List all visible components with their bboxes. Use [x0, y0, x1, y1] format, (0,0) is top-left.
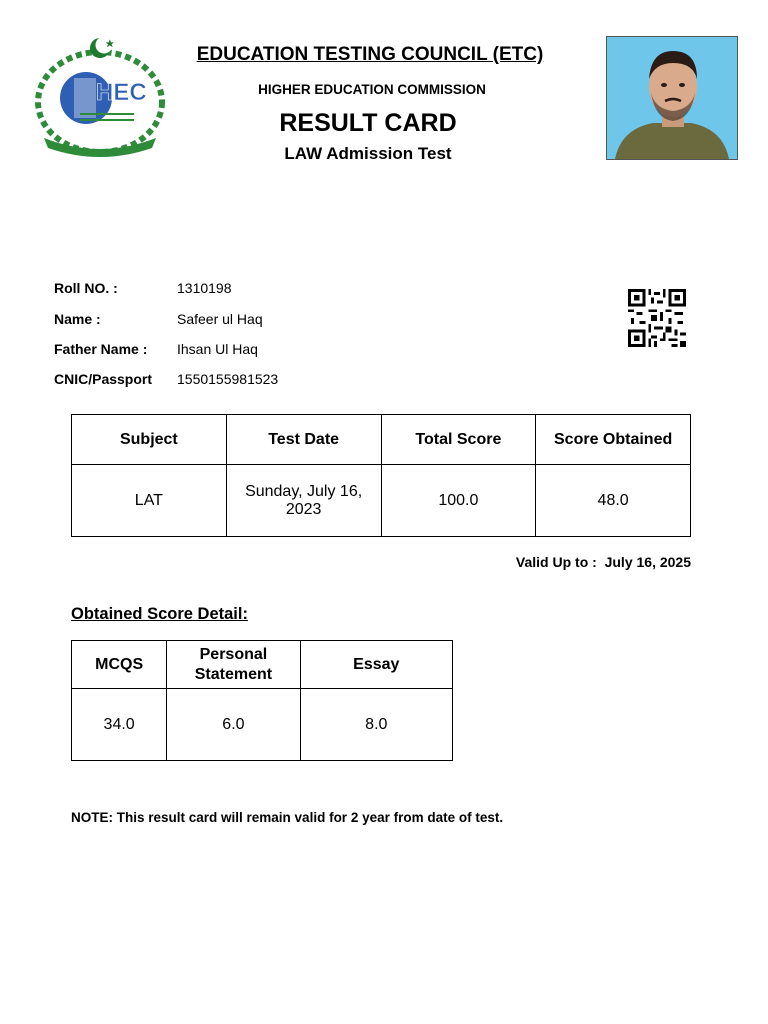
score-detail-table	[71, 640, 453, 761]
cell-essay: 8.0	[300, 689, 452, 761]
table-row	[72, 465, 691, 537]
score-detail-heading: Obtained Score Detail:	[71, 605, 248, 623]
council-title: EDUCATION TESTING COUNCIL (ETC)	[196, 44, 544, 65]
result-table-header-row	[72, 415, 691, 465]
table-row	[72, 689, 453, 761]
svg-text:HEC: HEC	[96, 79, 147, 106]
qr-code-icon	[627, 289, 687, 347]
commission-subtitle: HIGHER EDUCATION COMMISSION	[258, 82, 486, 97]
validity-line	[400, 554, 691, 570]
header-subject: Subject	[72, 415, 227, 465]
header-mcqs: MCQS	[72, 641, 167, 689]
detail-table-header-row	[72, 641, 453, 689]
validity-label: Valid Up to :	[515, 554, 597, 570]
header-personal-statement: Personal Statement	[167, 641, 300, 689]
name-value: Safeer ul Haq	[177, 311, 263, 327]
cnic-value: 1550155981523	[177, 371, 279, 387]
result-table	[71, 414, 691, 537]
name-label: Name :	[54, 311, 101, 327]
father-name-value: Ihsan Ul Haq	[177, 341, 258, 357]
header-essay: Essay	[300, 641, 452, 689]
cell-mcqs: 34.0	[72, 689, 167, 761]
header-score-obtained: Score Obtained	[536, 415, 691, 465]
cell-personal-statement: 6.0	[167, 689, 300, 761]
cell-total-score: 100.0	[381, 465, 536, 537]
candidate-photo	[606, 36, 738, 160]
cell-subject: LAT	[72, 465, 227, 537]
test-name: LAW Admission Test	[284, 144, 452, 163]
validity-date: July 16, 2025	[604, 554, 691, 570]
header-total-score: Total Score	[381, 415, 536, 465]
page-title: RESULT CARD	[279, 109, 457, 137]
validity-note: NOTE: This result card will remain valid for 2 year from date of test.	[71, 810, 504, 825]
cell-score-obtained: 48.0	[536, 465, 691, 537]
roll-number-label: Roll NO. :	[54, 280, 118, 296]
father-name-label: Father Name :	[54, 341, 148, 357]
cell-test-date: Sunday, July 16, 2023	[226, 465, 381, 537]
cnic-label: CNIC/Passport	[54, 371, 153, 387]
header-test-date: Test Date	[226, 415, 381, 465]
roll-number-value: 1310198	[177, 280, 232, 296]
